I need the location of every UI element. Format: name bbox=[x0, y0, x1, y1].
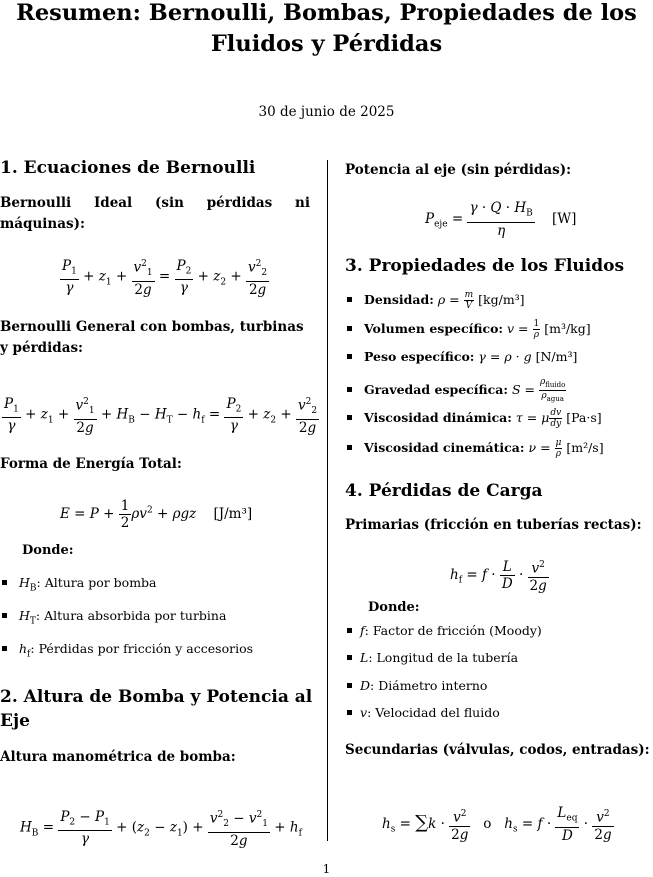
bullet-f: f: Factor de fricción (Moody) bbox=[347, 622, 542, 640]
column-divider bbox=[327, 160, 328, 841]
pump-head-equation: $H_B$ = $\frac{P_2 - P_1}{\gamma}$ + $(z_2 - z_1)$ + $\frac{v^2_2 - v^2_1}{2g}$ + $h_f$ bbox=[20, 808, 302, 850]
bullet-hf: $h_f$: Pérdidas por fricción y accesorios bbox=[2, 640, 253, 664]
section-1-title: 1. Ecuaciones de Bernoulli bbox=[0, 158, 256, 178]
bullet-d: D: Diámetro interno bbox=[347, 677, 487, 695]
pump-head-heading: Altura manométrica de bomba: bbox=[0, 749, 236, 765]
energy-equation: E = P + $\frac{1}{2}$ $\rho v^2 + \rho gz$ [J/m³] bbox=[60, 498, 253, 531]
bullet-l: L: Longitud de la tubería bbox=[347, 649, 518, 667]
prop-dynamic-viscosity: Viscosidad dinámica: τ = μ $\frac{dv}{dy}$ [Pa·s] bbox=[347, 408, 602, 429]
energy-units: [J/m³] bbox=[213, 506, 253, 522]
prop-specific-weight: Peso específico: γ = ρ · g [N/m³] bbox=[347, 348, 577, 366]
secondary-losses-equation: $h_s = \sum k$ · $\frac{v^2}{2g}$ o $h_s = f$ · $\frac{L_{eq}}{D}$ · $\frac{v^2}{2g}$ bbox=[382, 805, 612, 844]
primary-losses-equation: $h_f = f$ · $\frac{L}{D}$ · $\frac{v^2}{2g}$ bbox=[450, 558, 547, 594]
bullet-hb: $H_B$: Altura por bomba bbox=[2, 574, 157, 598]
document-date: 30 de junio de 2025 bbox=[258, 104, 395, 120]
left-donde-label: Donde: bbox=[22, 543, 74, 558]
right-donde-label: Donde: bbox=[368, 600, 420, 615]
bullet-ht: $H_T$: Altura absorbida por turbina bbox=[2, 607, 226, 631]
ideal-bernoulli-heading: Bernoulli Ideal (sin pérdidas ni máquinas): bbox=[0, 195, 310, 232]
shaft-power-equation: $P_{eje}$ = $\frac{\gamma \cdot Q \cdot H_B}{\eta}$ [W] bbox=[425, 200, 577, 239]
primary-losses-heading: Primarias (fricción en tuberías rectas): bbox=[345, 517, 642, 533]
general-bernoulli-equation: $\frac{P_1}{\gamma}$ + $z_1$ + $\frac{v^2_1}{2g}$ + $H_B - H_T - h_f$ = $\frac{P_2}{\gamma}$ + $z_2$ + $\frac{v^2_2}{2g}$ bbox=[4, 395, 318, 437]
prop-density: Densidad: ρ = $\frac{m}{V}$ [kg/m³] bbox=[347, 290, 525, 311]
or-word: o bbox=[483, 815, 492, 832]
shaft-power-heading: Potencia al eje (sin pérdidas): bbox=[345, 162, 572, 178]
prop-specific-volume: Volumen específico: v = $\frac{1}{\rho}$ [m³/kg] bbox=[347, 319, 591, 340]
section-4-title: 4. Pérdidas de Carga bbox=[345, 481, 543, 501]
ideal-bernoulli-equation: $\frac{P_1}{\gamma}$ + $z_1$ + $\frac{v^2_1}{2g}$ = $\frac{P_2}{\gamma}$ + $z_2$ + $\frac{v^2_2}{2g}$ bbox=[62, 257, 268, 299]
prop-kinematic-viscosity: Viscosidad cinemática: ν = $\frac{\mu}{\rho}$ [m²/s] bbox=[347, 438, 604, 459]
page-number: 1 bbox=[322, 862, 331, 876]
shaft-power-units: [W] bbox=[551, 210, 577, 227]
secondary-losses-heading: Secundarias (válvulas, codos, entradas): bbox=[345, 742, 650, 758]
bullet-v: v: Velocidad del fluido bbox=[347, 704, 500, 722]
document-title: Resumen: Bernoulli, Bombas, Propiedades de los Fluidos y Pérdidas bbox=[16, 0, 637, 57]
section-2-title: 2. Altura de Bomba y Potencia al Eje bbox=[0, 687, 313, 731]
general-bernoulli-heading: Bernoulli General con bombas, turbinas y pérdidas: bbox=[0, 319, 304, 356]
prop-specific-gravity: Gravedad específica: S = $\rho_{fluido}$ $\rho_{agua}$ bbox=[347, 377, 566, 404]
section-3-title: 3. Propiedades de los Fluidos bbox=[345, 256, 625, 276]
energy-form-heading: Forma de Energía Total: bbox=[0, 456, 182, 472]
